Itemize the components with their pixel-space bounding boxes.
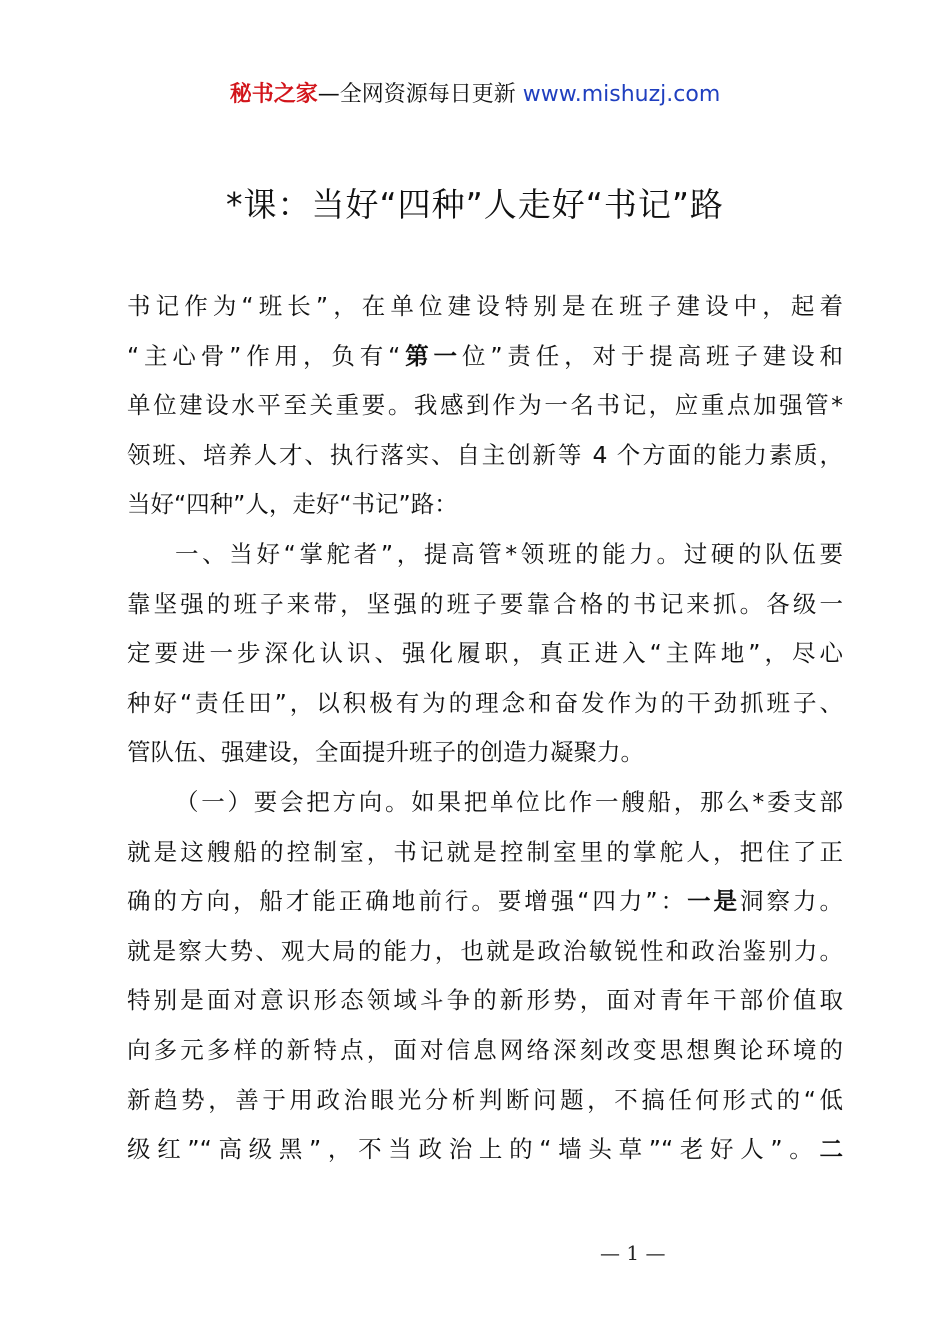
text-line: 一、当好“掌舵者”，提高管*领班的能力。过硬的队伍要 (175, 539, 843, 568)
document-body (127, 282, 843, 1175)
text-line: 确的方向，船才能正确地前行。要增强“四力”：一是洞察力。 (127, 887, 844, 916)
text-line: 向多元多样的新特点，面对信息网络深刻改变思想舆论环境的 (127, 1035, 843, 1064)
text-line: 特别是面对意识形态领域斗争的新形势，面对青年干部价值取 (127, 986, 843, 1015)
bold-text: 二 (819, 1135, 843, 1164)
text-line: 就是这艘船的控制室，书记就是控制室里的掌舵人，把住了正 (127, 837, 843, 866)
text-line: 单位建设水平至关重要。我感到作为一名书记，应重点加强管* (127, 391, 843, 420)
header-url[interactable]: www.mishuzj.com (522, 82, 721, 107)
text-line: 新趋势，善于用政治眼光分析判断问题，不搞任何形式的“低 (127, 1085, 843, 1114)
bold-text: 一是 (687, 887, 741, 916)
text-line: 就是察大势、观大局的能力，也就是政治敏锐性和政治鉴别力。 (127, 936, 843, 965)
text-line: 管队伍、强建设，全面提升班子的创造力凝聚力。 (127, 738, 644, 767)
text-line: 定要进一步深化认识、强化履职，真正进入“主阵地”，尽心 (127, 639, 843, 668)
site-header (0, 78, 950, 112)
text-line: 书记作为“班长”，在单位建设特别是在班子建设中，起着 (127, 292, 843, 320)
text-line: 级红”“高级黑”，不当政治上的“墙头草”“老好人”。二 (127, 1135, 843, 1164)
text-line: （一）要会把方向。如果把单位比作一艘船，那么*委支部 (175, 787, 843, 816)
text-line: “主心骨”作用，负有“第一位”责任，对于提高班子建设和 (127, 341, 844, 370)
text-line: 靠坚强的班子来带，坚强的班子要靠合格的书记来抓。各级一 (127, 589, 843, 618)
text-line: 当好“四种”人，走好“书记”路： (127, 490, 458, 519)
brand-name: 秘书之家 (229, 82, 318, 107)
page-number: — 1 — (600, 1241, 666, 1265)
document-title: *课：当好“四种”人走好“书记”路 (226, 185, 724, 224)
text-line: 种好“责任田”，以积极有为的理念和奋发作为的干劲抓班子、 (127, 688, 843, 717)
header-slogan: —全网资源每日更新 (317, 82, 523, 107)
text-line: 领班、培养人才、执行落实、自主创新等 4 个方面的能力素质， (127, 440, 843, 469)
bold-text: 第一 (400, 341, 462, 370)
